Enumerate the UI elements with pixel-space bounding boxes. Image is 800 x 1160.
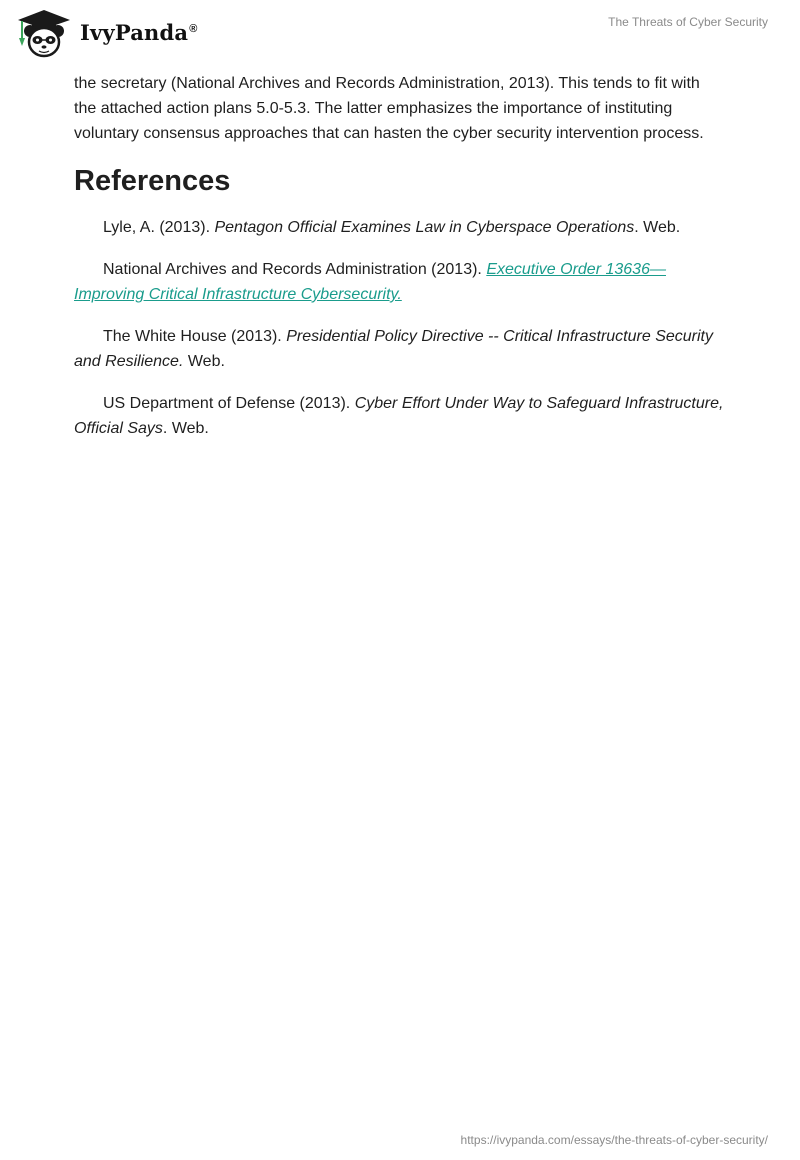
reference-title: Pentagon Official Examines Law in Cyberspace Operations <box>214 219 635 236</box>
brand-logo[interactable] <box>14 8 198 58</box>
page-header <box>0 0 800 64</box>
reference-author: National Archives and Records Administration (2013). <box>103 261 487 278</box>
reference-suffix: Web. <box>183 353 225 370</box>
reference-item <box>74 324 724 374</box>
body-paragraph: the secretary (National Archives and Records Administration, 2013). This tends to fit with the attached action plans 5.0-5.3. The latter emphasizes the importance of instituting voluntary consensus approaches that can hasten the cyber security intervention process. <box>74 75 704 142</box>
reference-author: Lyle, A. (2013). <box>103 219 215 236</box>
reference-author: The White House (2013). <box>103 328 287 345</box>
document-content <box>74 71 724 458</box>
document-title: The Threats of Cyber Security <box>608 15 768 29</box>
reference-link[interactable]: Executive Order 13636—Improving Critical Infrastructure Cybersecurity. <box>74 261 666 303</box>
reference-suffix: . Web. <box>162 420 209 437</box>
footer-url: https://ivypanda.com/essays/the-threats-of-cyber-security/ <box>460 1133 768 1147</box>
reference-title: Cyber Effort Under Way to Safeguard Infrastructure, Official Says <box>74 395 724 437</box>
reference-item <box>74 257 724 307</box>
reference-item <box>74 215 724 240</box>
reference-author: US Department of Defense (2013). <box>103 395 355 412</box>
reference-suffix: . Web. <box>634 219 681 236</box>
registered-mark: ® <box>189 22 198 35</box>
references-heading: References <box>74 165 231 197</box>
reference-item <box>74 391 724 441</box>
brand-name: IvyPanda® <box>80 19 198 45</box>
reference-title: Presidential Policy Directive -- Critical Infrastructure Security and Resilience. <box>74 328 713 370</box>
panda-graduate-icon <box>14 8 74 58</box>
